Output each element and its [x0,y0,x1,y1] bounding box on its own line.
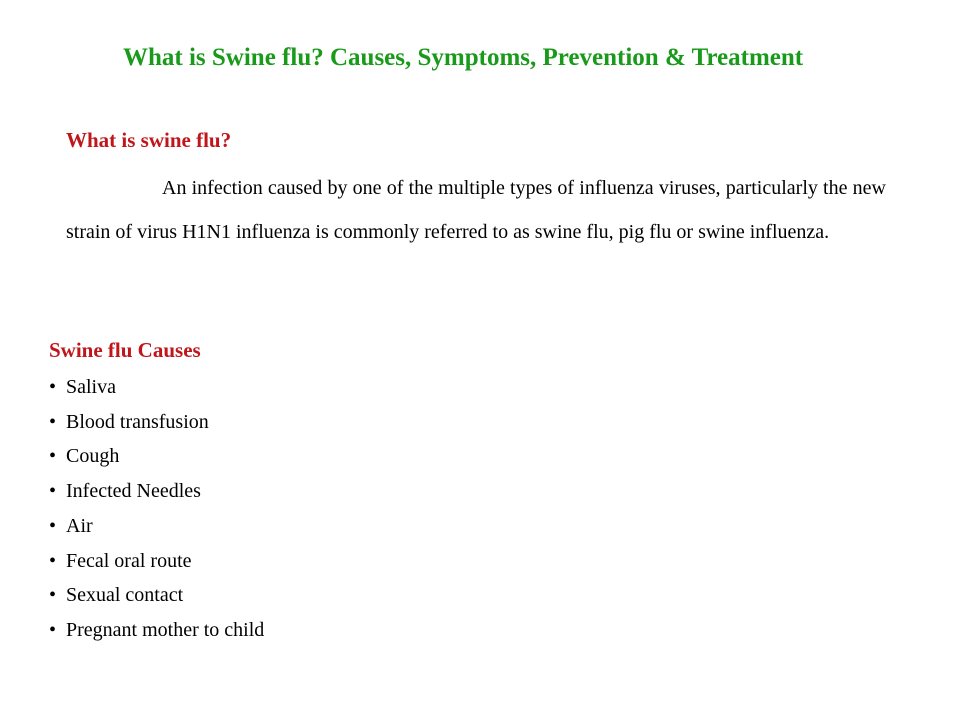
list-item-text: Sexual contact [66,584,184,607]
page-title: What is Swine flu? Causes, Symptoms, Prevention & Treatment [123,44,804,71]
list-item-text: Pregnant mother to child [66,618,265,641]
intro-heading: What is swine flu? [66,128,232,152]
list-item [49,439,264,474]
list-item [49,578,264,613]
causes-heading: Swine flu Causes [49,338,201,362]
causes-list [49,370,264,648]
list-item-text: Fecal oral route [66,549,192,572]
list-item [49,613,264,648]
bullet-icon: • [49,549,57,572]
list-item [49,474,264,509]
bullet-icon: • [49,480,57,503]
bullet-icon: • [49,584,57,607]
list-item [49,370,264,405]
list-item [49,509,264,544]
bullet-icon: • [49,618,57,641]
list-item [49,544,264,579]
bullet-icon: • [49,514,57,537]
bullet-icon: • [49,410,57,433]
bullet-icon: • [49,376,57,398]
list-item-text: Saliva [66,376,116,398]
list-item-text: Infected Needles [66,480,201,503]
list-item [49,405,264,440]
intro-paragraph: An infection caused by one of the multiple types of influenza viruses, particularly the new strain of virus H1N1 influenza is commonly referred to as swine flu, pig flu or swine influenza. [66,177,886,243]
bullet-icon: • [49,445,57,468]
list-item-text: Blood transfusion [66,410,209,433]
list-item-text: Air [66,514,93,537]
list-item-text: Cough [66,445,120,468]
